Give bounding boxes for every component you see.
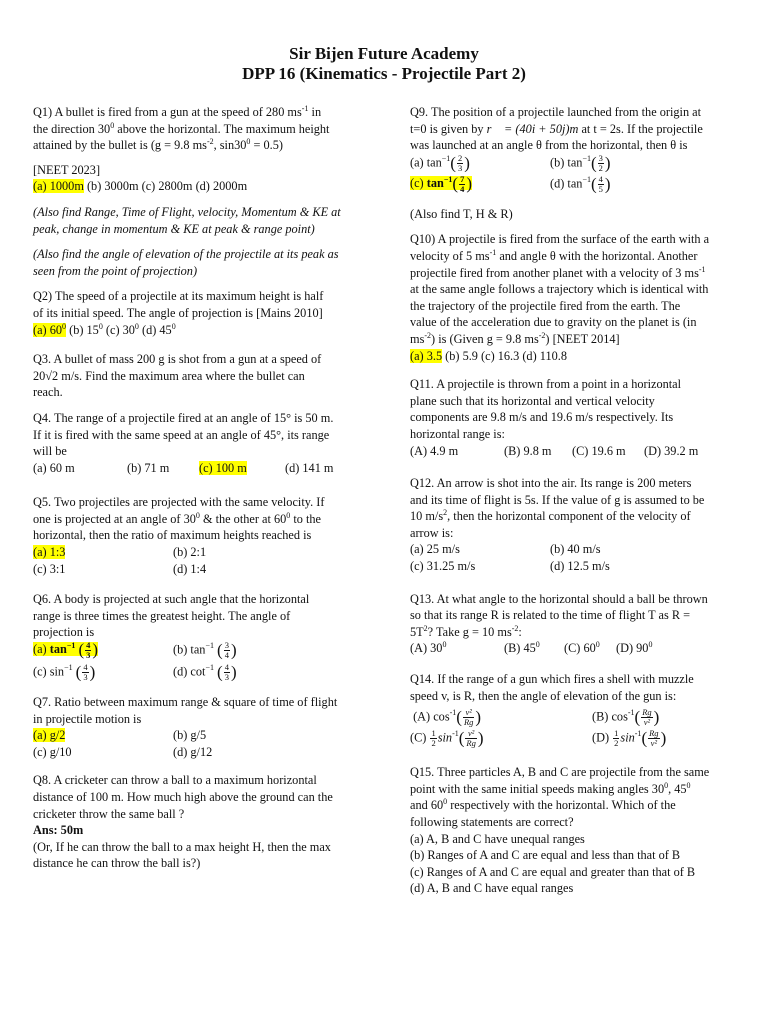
question-8: Q8. A cricketer can throw a ball to a maximum horizontal distance of 100 m. How much high above the ground can the cricketer throw the same ball ? Ans: 50m (Or, If he can throw the ball to a max height H, then the max distance he can throw the ball is?) [33, 772, 371, 872]
options: (a) 1:3 (b) 2:1 (c) 3:1 (d) 1:4 [33, 545, 207, 576]
highlighted-answer: (a) 1:3 [33, 545, 66, 560]
question-11: Q11. A projectile is thrown from a point in a horizontal plane such that its horizontal and vertical velocity components are 9.8 m/s and 19.6 m/s respectively. Its horizontal range is: (A) 4.9 m (B) 9.8 m (C) 19.6 m (D) 39.2 m [410, 376, 746, 459]
question-12: Q12. An arrow is shot into the air. Its range is 200 meters and its time of flight is 5s. If the value of g is assumed to be 10 $m/s^2$, then the horizontal component of the velocity of arrow is: (a) 25 m/s (b) 40 m/s (c) 31.25 m/s (d) 12.5 m/s [410, 475, 746, 575]
left-column [33, 104, 371, 881]
question-4: Q4. The range of a projectile fired at an angle of 15° is 50 m. If it is fired with the same speed at an angle of 45°, its range will be (a) 60 m (b) 71 m (c) 100 m (d) 141 m [33, 410, 371, 476]
options: (a) g/2 (b) g/5 (c) g/10 (d) g/12 [33, 728, 213, 759]
question-1: Q1) A bullet is fired from a gun at the speed of 280 $ms^{-1}$ in the direction $30^0$ above the horizontal. The maximum height attained by the bullet is (g = 9.8 $ms^{-2}$, $\sin 30^0 = 0.5$) [NEET 2023] (a) 1000m (b) 3000m (c) 2800m (d) 2000m [33, 104, 371, 195]
highlighted-answer: (a) $\tan^{-1}$ ( $\frac{4}{3}$ ) [33, 640, 99, 661]
question-13: Q13. At what angle to the horizontal should a ball be thrown so that its range R is related to the time of flight T as R = $5T^2$? Take g = 10 $ms^{-2}$: (A) $30^0$ (B) $45^0$ (C) $60^0$ (D) $90^0$ [410, 591, 746, 657]
question-10: Q10) A projectile is fired from the surface of the earth with a velocity of 5 $ms^{-1}$ and angle θ with the horizontal. Another projectile fired from another planet with a velocity of 3 $ms^{-1}$ at the same angle follows a trajectory which is identical with the trajectory of the projectile fired from the earth. The value of the acceleration due to gravity on the planet is (in $ms^{-2}$) is (Given g = 9.8 $ms^{-2}$) [NEET 2014] (a) 3.5 (b) 5.9 (c) 16.3 (d) 110.8 [410, 232, 710, 363]
exam-tag: [NEET 2023] [33, 162, 101, 177]
highlighted-answer: (a) g/2 [33, 728, 66, 743]
question-3: Q3. A bullet of mass 200 g is shot from a gun at a speed of 20√2 m/s. Find the maximum area where the bullet can reach. [33, 352, 322, 400]
right-column [410, 104, 746, 906]
question-5: Q5. Two projectiles are projected with the same velocity. If one is projected at an angle of $30^0$ & the other at $60^0$ to the horizontal, then the ratio of maximum heights reached is (a) 1:3 (b) 2:1 (c) 3:1 (d) 1:4 [33, 494, 371, 577]
options: (A) $30^0$ (B) $45^0$ (C) $60^0$ (D) $90^0$ [410, 640, 653, 656]
options: (A) 4.9 m (B) 9.8 m (C) 19.6 m (D) 39.2 m [410, 443, 699, 458]
academy-title: Sir Bijen Future Academy [289, 44, 479, 63]
question-9: Q9. The position of a projectile launched from the origin at t=0 is given by r⃗ = (40i + 50j)m at t = 2s. If the projectile was launched at an angle θ from the horizontal, then θ is (a) $\tan^{-1}$( $\frac{2}{3}$ ) (b) $\tan^{-1}$( $\frac{3}{2}$ ) (c) $\tan^{-1}$( $\frac{7}{4}$ ) (d) $\tan^{-1}$( $\frac{4}{5}$ ) (Also find T, H & R) [410, 104, 746, 222]
page-header [0, 44, 768, 84]
options: (a) $\tan^{-1}$ ( $\frac{4}{3}$ ) (b) $\tan^{-1}$ ( $\frac{3}{4}$ ) (c) $\sin^{-1}$ ( $\frac{4}{3}$ ) (d) $\cot^{-1}$ ( $\frac{4}{3}$ ) [33, 640, 237, 683]
note-2: (Also find the angle of elevation of the projectile at its peak as seen from the point of projection) [33, 247, 339, 278]
options: (a) $\tan^{-1}$( $\frac{2}{3}$ ) (b) $\tan^{-1}$( $\frac{3}{2}$ ) (c) $\tan^{-1}$( $\frac{7}{4}$ ) (d) $\tan^{-1}$( $\frac{4}{5}$ ) [410, 152, 611, 194]
options: (A) $\cos^{-1}$( $\frac{\text{v²}}{Rg}$ ) (B) $\cos^{-1}$( $\frac{Rg}{\text{v²}}$ ) (C) $\frac{1}{2}$ $\sin^{-1}$( $\frac{\text{v²}}{Rg}$ ) (D) $\frac{1}{2}$ $\sin^{-1}$( $\frac{Rg}{\text{v²}}$ ) [410, 707, 667, 749]
answer-label: Ans: 50m [33, 823, 84, 838]
note-1: (Also find Range, Time of Flight, velocity, Momentum & KE at peak, change in momentum & KE at peak & range point) [33, 204, 341, 236]
highlighted-answer: (a) 3.5 [410, 348, 443, 363]
question-14: Q14. If the range of a gun which fires a shell with muzzle speed v, is R, then the angle of elevation of the gun is: (A) $\cos^{-1}$( $\frac{\text{v²}}{Rg}$ ) (B) $\cos^{-1}$( $\frac{Rg}{\text{v²}}$ ) (C) $\frac{1}{2}$ $\sin^{-1}$( $\frac{\text{v²}}{Rg}$ ) (D) $\frac{1}{2}$ $\sin^{-1}$( $\frac{Rg}{\text{v²}}$ ) [410, 671, 746, 748]
highlighted-answer: (c) $\tan^{-1}$( $\frac{7}{4}$ ) [410, 173, 472, 194]
options: (a) 25 m/s (b) 40 m/s (c) 31.25 m/s (d) 12.5 m/s [410, 542, 610, 574]
options: (a) 60 m (b) 71 m (c) 100 m (d) 141 m [33, 460, 334, 475]
highlighted-answer: (c) 100 m [199, 460, 247, 475]
question-7: Q7. Ratio between maximum range & square of time of flight in projectile motion is (a) g/2 (b) g/5 (c) g/10 (d) g/12 [33, 694, 371, 760]
also-find-note: (Also find T, H & R) [410, 206, 513, 221]
question-6: Q6. A body is projected at such angle that the horizontal range is three times the greatest height. The angle of projection is (a) $\tan^{-1}$ ( $\frac{4}{3}$ ) (b) $\tan^{-1}$ ( $\frac{3}{4}$ ) (c) $\sin^{-1}$ ( $\frac{4}{3}$ ) (d) $\cot^{-1}$ ( $\frac{4}{3}$ ) [33, 591, 371, 682]
highlighted-answer: (a) $60^0$ [33, 321, 67, 337]
highlighted-answer: (a) 1000m [33, 179, 84, 194]
question-2: Q2) The speed of a projectile at its maximum height is half of its initial speed. The angle of projection is [Mains 2010] (a) $60^0$ (b) $15^0$ (c) $30^0$ (d) $45^0$ [33, 289, 324, 337]
question-15: Q15. Three particles A, B and C are projectile from the same point with the same initial speeds making angles $30^0$, $45^0$ and $60^0$ respectively with the horizontal. Which of the following statements are correct? (a) A, B and C have unequal ranges (b) Ranges of A and C are equal and less than that of B (c) Ranges of A and C are equal and greater than that of B (d) A, B and C have equal ranges [410, 765, 710, 896]
dpp-title: DPP 16 (Kinematics - Projectile Part 2) [242, 64, 526, 83]
